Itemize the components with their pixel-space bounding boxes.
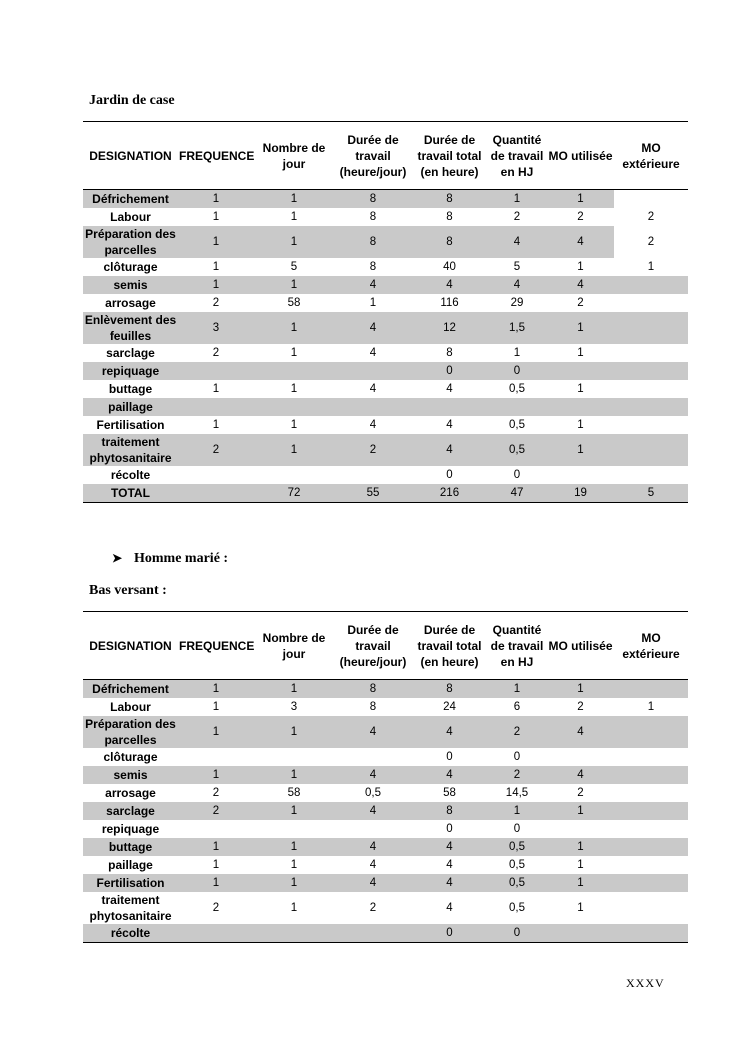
table-cell: 4	[369, 859, 377, 871]
table-cell	[178, 466, 254, 484]
table-cell: 4	[334, 874, 412, 892]
table-cell: 58	[287, 787, 301, 799]
table-cell	[334, 362, 412, 380]
table-cell: 12	[412, 312, 487, 344]
table-cell: 4	[412, 716, 487, 748]
row-designation: arrosage	[105, 296, 156, 310]
table-cell: 4	[446, 419, 453, 431]
table-cell	[178, 398, 254, 416]
table-cell	[614, 820, 688, 838]
table-cell: 2	[577, 297, 584, 309]
table-cell: 1	[577, 859, 584, 871]
col-header-quantite-hj: Quantité de travail en HJ	[487, 612, 547, 680]
table-cell: 4	[547, 716, 614, 748]
section-title-bas-versant: Bas versant :	[89, 583, 167, 598]
table-cell: 8	[412, 190, 487, 209]
table-cell: 4	[446, 859, 453, 871]
table-cell	[614, 892, 688, 924]
table-cell: 2	[212, 297, 220, 309]
table-cell	[254, 748, 334, 766]
table-row	[83, 892, 688, 924]
table-cell: 1	[547, 190, 614, 209]
table-cell: 2	[577, 701, 584, 713]
col-header-mo-utilisee: MO utilisée	[547, 612, 614, 680]
table-cell: 8	[334, 226, 412, 258]
table-cell: 1	[178, 838, 254, 856]
table-row	[83, 344, 688, 362]
table-cell: 0,5	[487, 434, 547, 466]
row-designation: semis	[83, 276, 178, 294]
row-designation: TOTAL	[83, 484, 178, 503]
table-cell: 4	[369, 383, 377, 395]
table-cell	[614, 362, 688, 380]
table-cell: 2	[212, 347, 220, 359]
table-row	[83, 484, 688, 503]
table-cell: 0	[412, 362, 487, 380]
table-cell: 1	[487, 190, 547, 209]
table-cell: 4	[334, 716, 412, 748]
table-cell: 4	[547, 766, 614, 784]
table-cell: 4	[547, 226, 614, 258]
table-cell: 1	[577, 902, 584, 914]
table-cell: 1	[290, 383, 298, 395]
table-row	[83, 820, 688, 838]
table-cell	[334, 466, 412, 484]
table-cell: 0	[513, 469, 521, 481]
row-designation: sarclage	[83, 802, 178, 820]
table-cell	[254, 466, 334, 484]
table-cell	[614, 294, 688, 312]
table-row	[83, 680, 688, 699]
row-designation: buttage	[83, 838, 178, 856]
table-cell: 8	[412, 226, 487, 258]
table-cell	[614, 838, 688, 856]
table-cell	[547, 362, 614, 380]
table-cell: 24	[443, 701, 456, 713]
table-bas-versant	[83, 611, 688, 943]
row-designation: Défrichement	[83, 190, 178, 209]
table-cell: 8	[446, 347, 453, 359]
table-cell: 1	[547, 802, 614, 820]
table-cell	[614, 434, 688, 466]
table-cell: 8	[369, 261, 377, 273]
table-row	[83, 802, 688, 820]
col-header-nombre-de-jour: Nombre de jour	[254, 122, 334, 190]
table-row	[83, 416, 688, 434]
table-cell: 1	[254, 276, 334, 294]
row-designation: Fertilisation	[96, 418, 165, 432]
table-cell: 1	[178, 226, 254, 258]
table-cell	[614, 312, 688, 344]
table-row	[83, 226, 688, 258]
row-designation: repiquage	[101, 822, 160, 836]
row-designation: repiquage	[83, 362, 178, 380]
table-cell: 72	[254, 484, 334, 503]
table-cell: 4	[487, 276, 547, 294]
table-cell: 0,5	[509, 419, 525, 431]
table-row	[83, 874, 688, 892]
col-header-duree-travail: Durée de travail (heure/jour)	[334, 122, 412, 190]
table-cell: 1	[212, 261, 220, 273]
table-cell: 8	[412, 680, 487, 699]
table-cell: 0	[446, 823, 453, 835]
table-cell: 4	[334, 312, 412, 344]
table-cell	[614, 398, 688, 416]
col-header-quantite-hj: Quantité de travail en HJ	[487, 122, 547, 190]
table-cell: 1	[178, 680, 254, 699]
row-designation: clôturage	[103, 750, 158, 764]
table-cell: 1	[547, 312, 614, 344]
table-cell	[614, 276, 688, 294]
table-cell: 1	[547, 680, 614, 699]
table-cell: 1	[547, 874, 614, 892]
row-designation: Défrichement	[83, 680, 178, 699]
table-cell: 5	[513, 261, 521, 273]
col-header-mo-exterieure: MO extérieure	[614, 122, 688, 190]
table-cell	[178, 820, 254, 838]
table-cell: 1	[254, 434, 334, 466]
table-row	[83, 434, 688, 466]
table-cell: 0,5	[365, 787, 381, 799]
table-cell: 0,5	[509, 902, 525, 914]
table-cell	[614, 874, 688, 892]
table-cell: 3	[290, 701, 298, 713]
table-jardin-de-case	[83, 121, 688, 503]
table-cell: 3	[178, 312, 254, 344]
table-cell: 6	[513, 701, 521, 713]
table-cell: 1	[178, 190, 254, 209]
table-row	[83, 784, 688, 802]
arrow-bullet-icon: ➤	[112, 551, 123, 565]
table-cell: 0,5	[487, 838, 547, 856]
table-cell: 1	[254, 802, 334, 820]
table-cell	[178, 362, 254, 380]
table-cell: 1	[577, 261, 584, 273]
table-cell	[178, 924, 254, 943]
table-cell	[547, 466, 614, 484]
table-cell: 55	[334, 484, 412, 503]
table-cell	[614, 344, 688, 362]
row-designation: Enlèvement des feuilles	[84, 313, 177, 343]
table-cell	[334, 748, 412, 766]
table-cell: 2	[178, 434, 254, 466]
table-cell: 216	[412, 484, 487, 503]
table-cell	[614, 766, 688, 784]
table-cell: 1	[290, 859, 298, 871]
table-cell	[254, 924, 334, 943]
table-row	[83, 258, 688, 276]
row-designation: paillage	[108, 858, 153, 872]
table-cell: 5	[290, 261, 298, 273]
table-cell: 4	[412, 874, 487, 892]
col-header-designation: DESIGNATION	[83, 122, 178, 190]
table-cell: 1	[212, 383, 220, 395]
table-cell: 4	[412, 434, 487, 466]
table-cell: 2	[577, 211, 584, 223]
table-cell: 1	[254, 874, 334, 892]
table-cell: 29	[510, 297, 524, 309]
row-designation: traitement phytosanitaire	[83, 434, 178, 466]
table-cell: 1	[212, 701, 220, 713]
table-row	[83, 362, 688, 380]
table-cell: 40	[443, 261, 456, 273]
table-cell: 19	[547, 484, 614, 503]
bullet-homme-marie	[112, 551, 228, 567]
table-cell: 1	[254, 312, 334, 344]
table-cell	[614, 924, 688, 943]
table-row	[83, 190, 688, 209]
table-cell	[614, 716, 688, 748]
table-cell: 2	[212, 902, 220, 914]
table-cell: 1,5	[487, 312, 547, 344]
table-cell: 2	[614, 226, 688, 258]
table-row	[83, 312, 688, 344]
table-cell: 4	[547, 276, 614, 294]
table-cell	[614, 466, 688, 484]
table-cell: 4	[334, 802, 412, 820]
table-cell: 0	[513, 823, 521, 835]
row-designation: Labour	[110, 700, 151, 714]
table-cell: 2	[178, 802, 254, 820]
table-cell: 1	[547, 838, 614, 856]
col-header-frequence: FREQUENCE	[178, 122, 254, 190]
row-designation: paillage	[83, 398, 178, 416]
table-cell	[614, 416, 688, 434]
table-cell: 4	[446, 902, 453, 914]
table-cell: 1	[254, 680, 334, 699]
table-cell: 2	[487, 766, 547, 784]
table-cell	[614, 784, 688, 802]
col-header-mo-exterieure: MO extérieure	[614, 612, 688, 680]
table-cell: 0	[446, 469, 453, 481]
table-cell	[547, 748, 614, 766]
table-row	[83, 294, 688, 312]
table-row	[83, 208, 688, 226]
table-row	[83, 856, 688, 874]
table-cell: 14,5	[505, 787, 529, 799]
table-cell	[334, 398, 412, 416]
table-cell	[178, 484, 254, 503]
row-designation: traitement phytosanitaire	[89, 893, 172, 923]
table-cell: 58	[287, 297, 301, 309]
table-cell	[547, 398, 614, 416]
table-cell: 1	[254, 838, 334, 856]
table-cell: 1	[254, 716, 334, 748]
table-cell: 1	[487, 802, 547, 820]
table-cell: 0,5	[509, 383, 525, 395]
row-designation: récolte	[83, 924, 178, 943]
table-cell: 8	[334, 190, 412, 209]
row-designation: clôturage	[103, 260, 158, 274]
table-cell: 1	[212, 211, 220, 223]
table-cell	[178, 748, 254, 766]
table-cell	[547, 924, 614, 943]
table-cell: 2	[369, 902, 377, 914]
table-cell: 8	[369, 211, 377, 223]
table-cell: 1	[212, 419, 220, 431]
table-cell: 1	[369, 297, 377, 309]
table-cell	[412, 398, 487, 416]
table-cell: 1	[647, 261, 655, 273]
table-cell: 4	[412, 276, 487, 294]
col-header-nombre-de-jour: Nombre de jour	[254, 612, 334, 680]
row-designation: semis	[83, 766, 178, 784]
table-cell: 0	[412, 924, 487, 943]
row-designation: récolte	[110, 468, 151, 482]
table-cell: 2	[487, 716, 547, 748]
table-row	[83, 924, 688, 943]
col-header-duree-total: Durée de travail total (en heure)	[412, 612, 487, 680]
table-cell: 1	[577, 419, 584, 431]
table-cell: 8	[412, 802, 487, 820]
table-cell: 0	[487, 924, 547, 943]
table-cell	[254, 820, 334, 838]
table-cell	[254, 398, 334, 416]
col-header-duree-total: Durée de travail total (en heure)	[412, 122, 487, 190]
col-header-frequence: FREQUENCE	[178, 612, 254, 680]
table-cell: 0	[446, 751, 453, 763]
table-cell	[614, 856, 688, 874]
table-cell	[334, 820, 412, 838]
table-cell: 4	[412, 838, 487, 856]
table-cell	[254, 362, 334, 380]
table-cell: 4	[369, 347, 377, 359]
table-cell: 8	[369, 701, 377, 713]
table-cell: 2	[212, 787, 220, 799]
table-cell: 1	[577, 347, 584, 359]
table-row	[83, 838, 688, 856]
table-cell: 4	[334, 276, 412, 294]
table-row	[83, 398, 688, 416]
table-cell	[334, 924, 412, 943]
table-cell: 0	[513, 751, 521, 763]
table-cell: 2	[647, 211, 655, 223]
table-cell: 1	[178, 766, 254, 784]
table-cell	[614, 748, 688, 766]
row-designation: Fertilisation	[83, 874, 178, 892]
table-cell: 1	[254, 226, 334, 258]
table-cell: 1	[178, 276, 254, 294]
table-row	[83, 748, 688, 766]
table-cell: 116	[440, 297, 459, 309]
table-row	[83, 380, 688, 398]
table-cell: 1	[254, 190, 334, 209]
table-cell: 4	[334, 838, 412, 856]
table-row	[83, 766, 688, 784]
table-cell	[614, 802, 688, 820]
table-cell: 2	[334, 434, 412, 466]
table-cell: 1	[577, 383, 584, 395]
table-cell: 4	[369, 419, 377, 431]
table-row	[83, 276, 688, 294]
table-cell: 0	[487, 362, 547, 380]
table-cell	[614, 680, 688, 699]
table-cell: 47	[487, 484, 547, 503]
row-designation: arrosage	[105, 786, 156, 800]
table-cell: 8	[334, 680, 412, 699]
col-header-designation: DESIGNATION	[83, 612, 178, 680]
table-cell: 2	[513, 211, 521, 223]
table-cell: 58	[443, 787, 456, 799]
col-header-mo-utilisee: MO utilisée	[547, 122, 614, 190]
table-cell	[547, 820, 614, 838]
table-cell: 1	[290, 902, 298, 914]
table-cell: 4	[334, 766, 412, 784]
page-number: XXXV	[626, 976, 665, 990]
table-cell: 2	[577, 787, 584, 799]
table-cell: 1	[290, 211, 298, 223]
table-cell: 8	[446, 211, 453, 223]
table-row	[83, 466, 688, 484]
table-cell: 1	[212, 859, 220, 871]
bullet-text: Homme marié :	[134, 551, 229, 566]
table-cell	[614, 190, 688, 209]
table-cell: 1	[178, 716, 254, 748]
table-cell: 5	[614, 484, 688, 503]
table-row	[83, 716, 688, 748]
row-designation: Labour	[110, 210, 151, 224]
table-cell: 0,5	[487, 874, 547, 892]
table-cell: 4	[487, 226, 547, 258]
table-cell: 4	[412, 766, 487, 784]
col-header-duree-travail: Durée de travail (heure/jour)	[334, 612, 412, 680]
table-cell: 1	[647, 701, 655, 713]
table-cell: 1	[487, 680, 547, 699]
table-cell: 1	[290, 419, 298, 431]
row-designation: Préparation des parcelles	[83, 226, 178, 258]
table-cell: 0,5	[509, 859, 525, 871]
table-cell: 1	[178, 874, 254, 892]
table-cell: 1	[513, 347, 521, 359]
row-designation: buttage	[108, 382, 153, 396]
table-cell	[614, 380, 688, 398]
section-title-jardin-de-case: Jardin de case	[89, 93, 175, 108]
row-designation: Préparation des parcelles	[83, 716, 178, 748]
table-cell: 4	[446, 383, 453, 395]
row-designation: sarclage	[106, 346, 155, 360]
table-cell	[487, 398, 547, 416]
table-cell: 1	[547, 434, 614, 466]
table-row	[83, 698, 688, 716]
table-cell: 1	[254, 766, 334, 784]
table-cell: 1	[290, 347, 298, 359]
